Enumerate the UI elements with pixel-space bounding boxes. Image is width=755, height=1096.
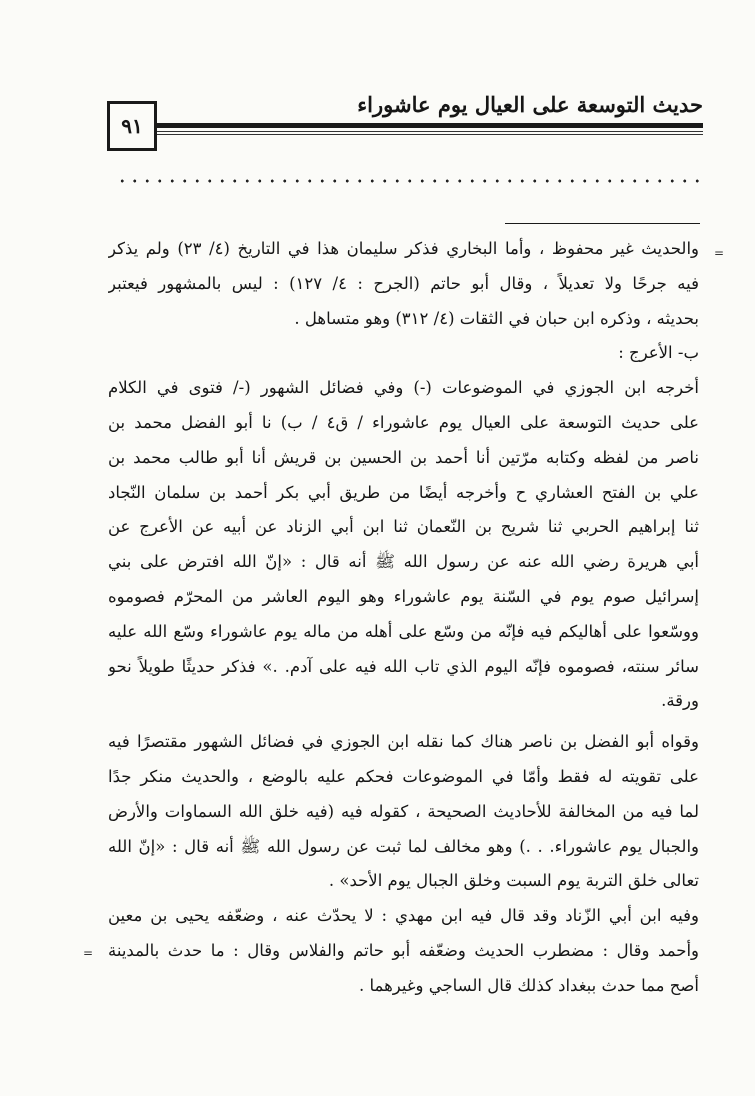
text-line: فيه جرحًا ولا تعديلاً ، وقال أبو حاتم (الجرح : ٤/ ١٢٧) : ليس بالمشهور فيعتبر [108,273,699,293]
margin-mark-bottom: = [83,946,94,960]
page-number: ٩١ [121,114,143,138]
text-line: والحديث غير محفوظ ، وأما البخاري فذكر سليمان هذا في التاريخ (٤/ ٢٣) ولم يذكر [108,239,699,258]
text-line: ناصر من لفظه وكتابه مرّتين أنا أحمد بن الحسين بن قريش أنا أبو طالب محمد بن [108,447,699,467]
header-rule-thick [157,123,703,128]
footnote-separator [505,223,700,224]
text-line: بحديثه ، وذكره ابن حبان في الثقات (٤/ ٣١٢) وهو متساهل . [294,308,699,328]
text-line: أبي هريرة رضي الله عنه عن رسول الله ﷺ أنه قال : «إنّ الله افترض على بني [108,552,699,572]
text-line: على حديث التوسعة على العيال يوم عاشوراء / ق٤ / ب) نا أبو الفضل محمد بن [108,412,699,432]
margin-mark-top: = [714,246,725,260]
text-line: أصح مما حدث ببغداد كذلك قال الساجي وغيرهما . [359,975,699,995]
text-line: لما فيه من المخالفة للأحاديث الصحيحة ، كقوله فيه (فيه خلق الله السماوات والأرض [108,801,699,821]
footnote-body [108,232,699,1004]
text-line: وأحمد وقال : مضطرب الحديث وضعّفه أبو حاتم والفلاس وقال : ما حدث بالمدينة [108,940,699,960]
text-line: تعالى خلق التربة يوم السبت وخلق الجبال يوم الأحد» . [328,871,699,891]
text-line: سائر سنته، فصوموه فإنّه اليوم الذي تاب الله فيه على آدم. .» فذكر حديثًا طويلاً نحو [108,656,699,676]
text-line: أخرجه ابن الجوزي في الموضوعات (-) وفي فضائل الشهور (-/ فتوى في الكلام [108,378,699,398]
running-title: حديث التوسعة على العيال يوم عاشوراء [357,92,703,117]
header-rule-double [157,131,703,135]
text-line: على تقويته له فقط وأمّا في الموضوعات فحكم عليه بالوضع ، والحديث منكر جدًا [108,766,699,786]
text-line: ب- الأعرج : [618,343,699,363]
page-number-box [107,101,157,151]
text-line: إسرائيل صوم يوم في السّنة يوم عاشوراء وهو اليوم العاشر من المحرّم فصوموه [108,586,699,606]
text-line: ووسّعوا على أهاليكم فيه فإنّه من وسّع على أهله من ماله يوم عاشوراء وسّع الله عليه [108,621,699,641]
text-line: وفيه ابن أبي الزّناد وقد قال فيه ابن مهدي : لا يحدّث عنه ، وضعّفه يحيى بن معين [108,906,699,926]
text-line: وقواه أبو الفضل بن ناصر هناك كما نقله ابن الجوزي في فضائل الشهور مقتصرًا فيه [108,732,699,752]
text-line: والجبال يوم عاشوراء. . .) وهو مخالف لما ثبت عن رسول الله ﷺ أنه قال : «إنّ الله [108,836,699,856]
text-line: ثنا إبراهيم الحربي ثنا شريح بن النّعمان ثنا ابن أبي الزناد عن أبيه عن الأعرج عن [108,517,699,537]
text-line: ورقة. [661,691,699,711]
dotted-separator [116,178,699,184]
text-line: علي بن الفتح العشاري ح وأخرجه أيضًا من طريق أبي بكر أحمد بن سلمان النّجاد [108,482,699,502]
